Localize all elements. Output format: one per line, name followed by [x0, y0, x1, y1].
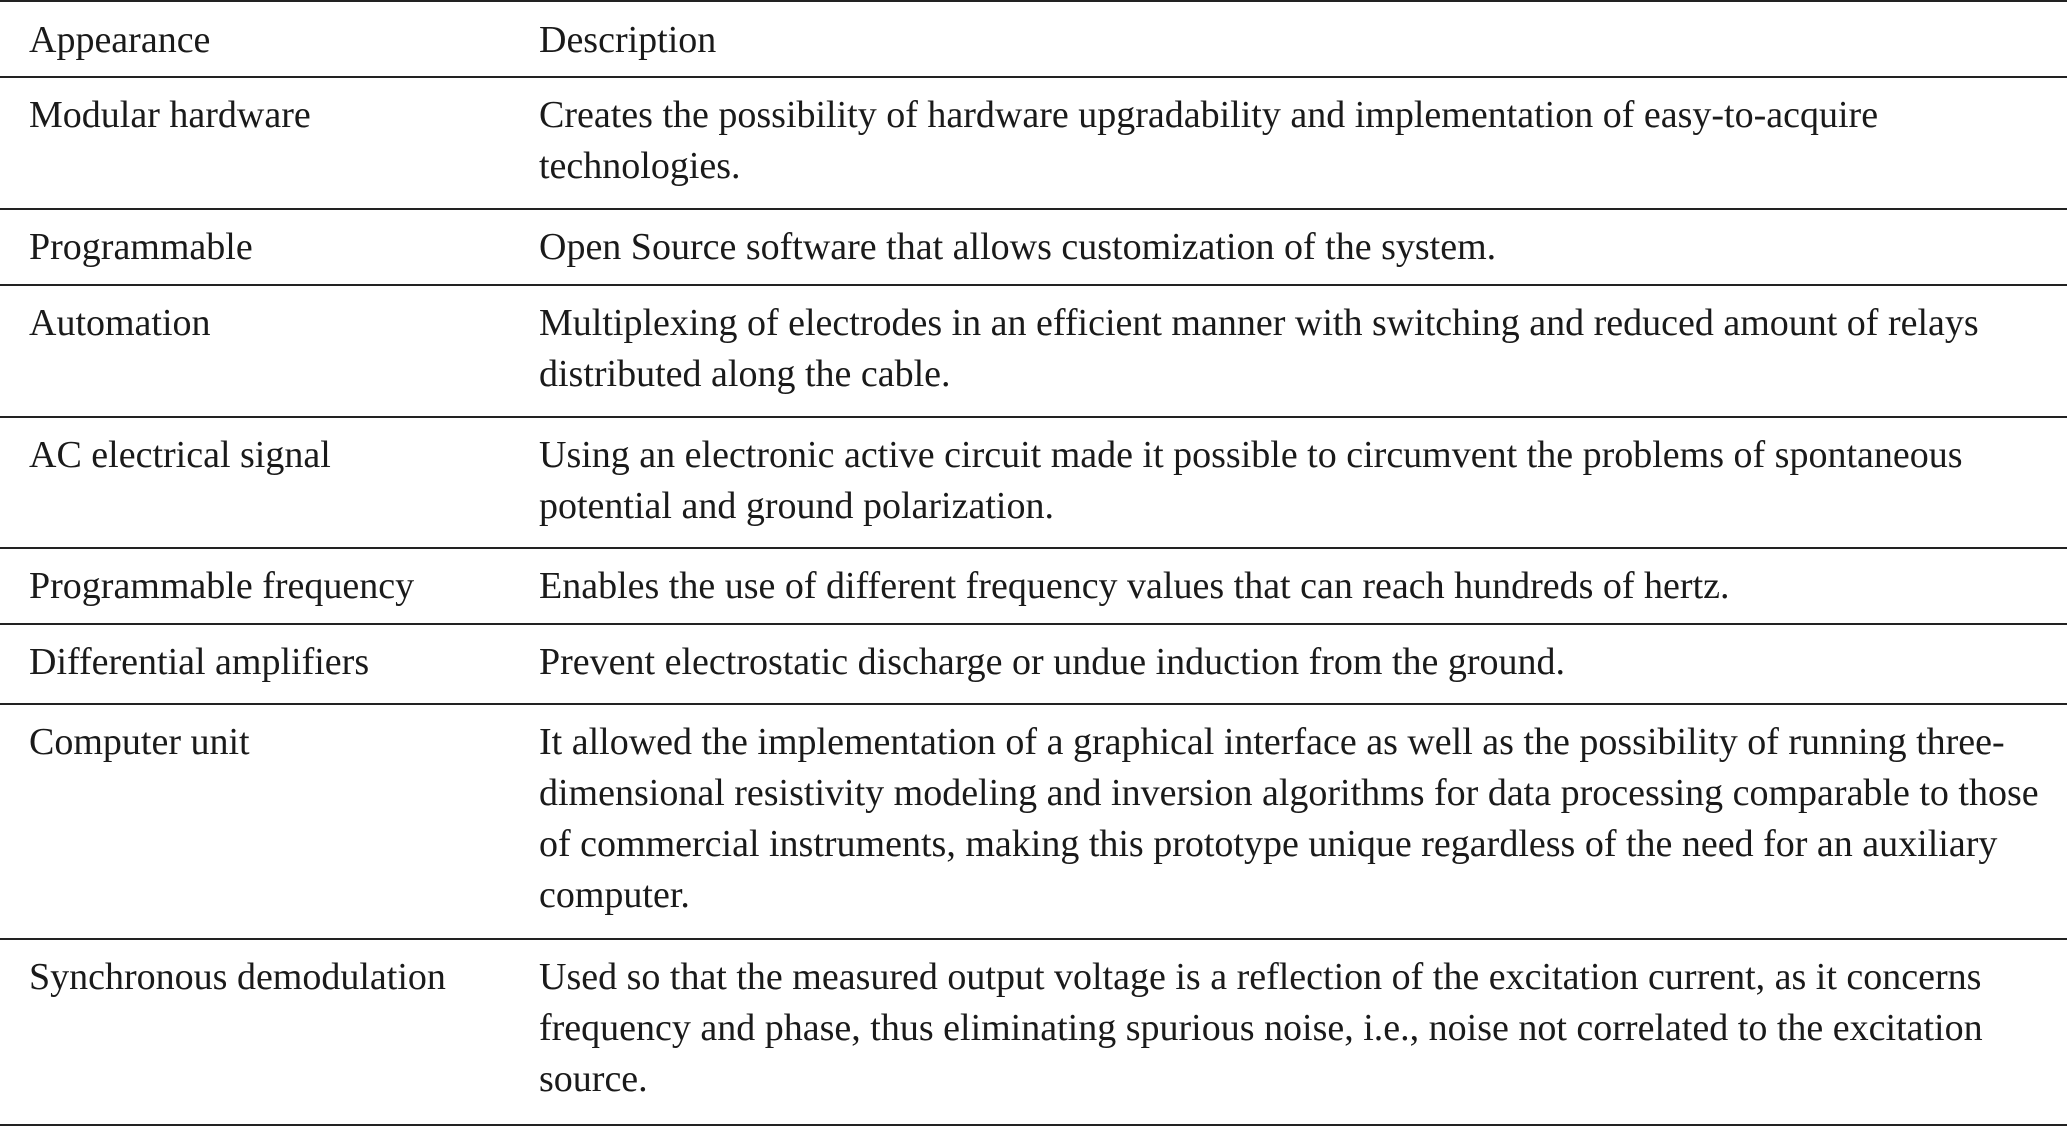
- row-description: Multiplexing of electrodes in an efficient manner with switching and reduced amount of relays distributed along the cable.: [539, 302, 1979, 395]
- header-description: Description: [539, 19, 717, 61]
- row-appearance: Computer unit: [29, 721, 250, 763]
- table-row: [0, 549, 2067, 625]
- row-description: Using an electronic active circuit made it possible to circumvent the problems of spontaneous potential and ground polarization.: [539, 434, 1963, 527]
- table-row: [0, 78, 2067, 210]
- row-description: Used so that the measured output voltage is a reflection of the excitation current, as it concerns frequency and phase, thus eliminating spurious noise, i.e., noise not correlated to the excitation source.: [539, 956, 1983, 1100]
- table-row: [0, 940, 2067, 1126]
- header-appearance: Appearance: [29, 19, 211, 61]
- row-description: Creates the possibility of hardware upgradability and implementation of easy-to-acquire technologies.: [539, 94, 1879, 187]
- row-description: Open Source software that allows customization of the system.: [539, 226, 1497, 268]
- row-appearance: Programmable frequency: [29, 565, 415, 607]
- row-appearance: Differential amplifiers: [29, 641, 370, 683]
- table-row: [0, 210, 2067, 286]
- table-header-row: [0, 2, 2067, 78]
- row-description: It allowed the implementation of a graphical interface as well as the possibility of running three-dimensional resistivity modeling and inversion algorithms for data processing comparable to those of commercial instruments, making this prototype unique regardless of the need for an auxiliary computer.: [539, 721, 2039, 916]
- row-description: Enables the use of different frequency values that can reach hundreds of hertz.: [539, 565, 1730, 607]
- table-row: [0, 418, 2067, 549]
- row-appearance: Programmable: [29, 226, 253, 268]
- row-appearance: Synchronous demodulation: [29, 956, 446, 998]
- row-description: Prevent electrostatic discharge or undue induction from the ground.: [539, 641, 1566, 683]
- table-row: [0, 705, 2067, 940]
- table-row: [0, 625, 2067, 705]
- table-row: [0, 286, 2067, 418]
- row-appearance: AC electrical signal: [29, 434, 331, 476]
- row-appearance: Modular hardware: [29, 94, 311, 136]
- row-appearance: Automation: [29, 302, 211, 344]
